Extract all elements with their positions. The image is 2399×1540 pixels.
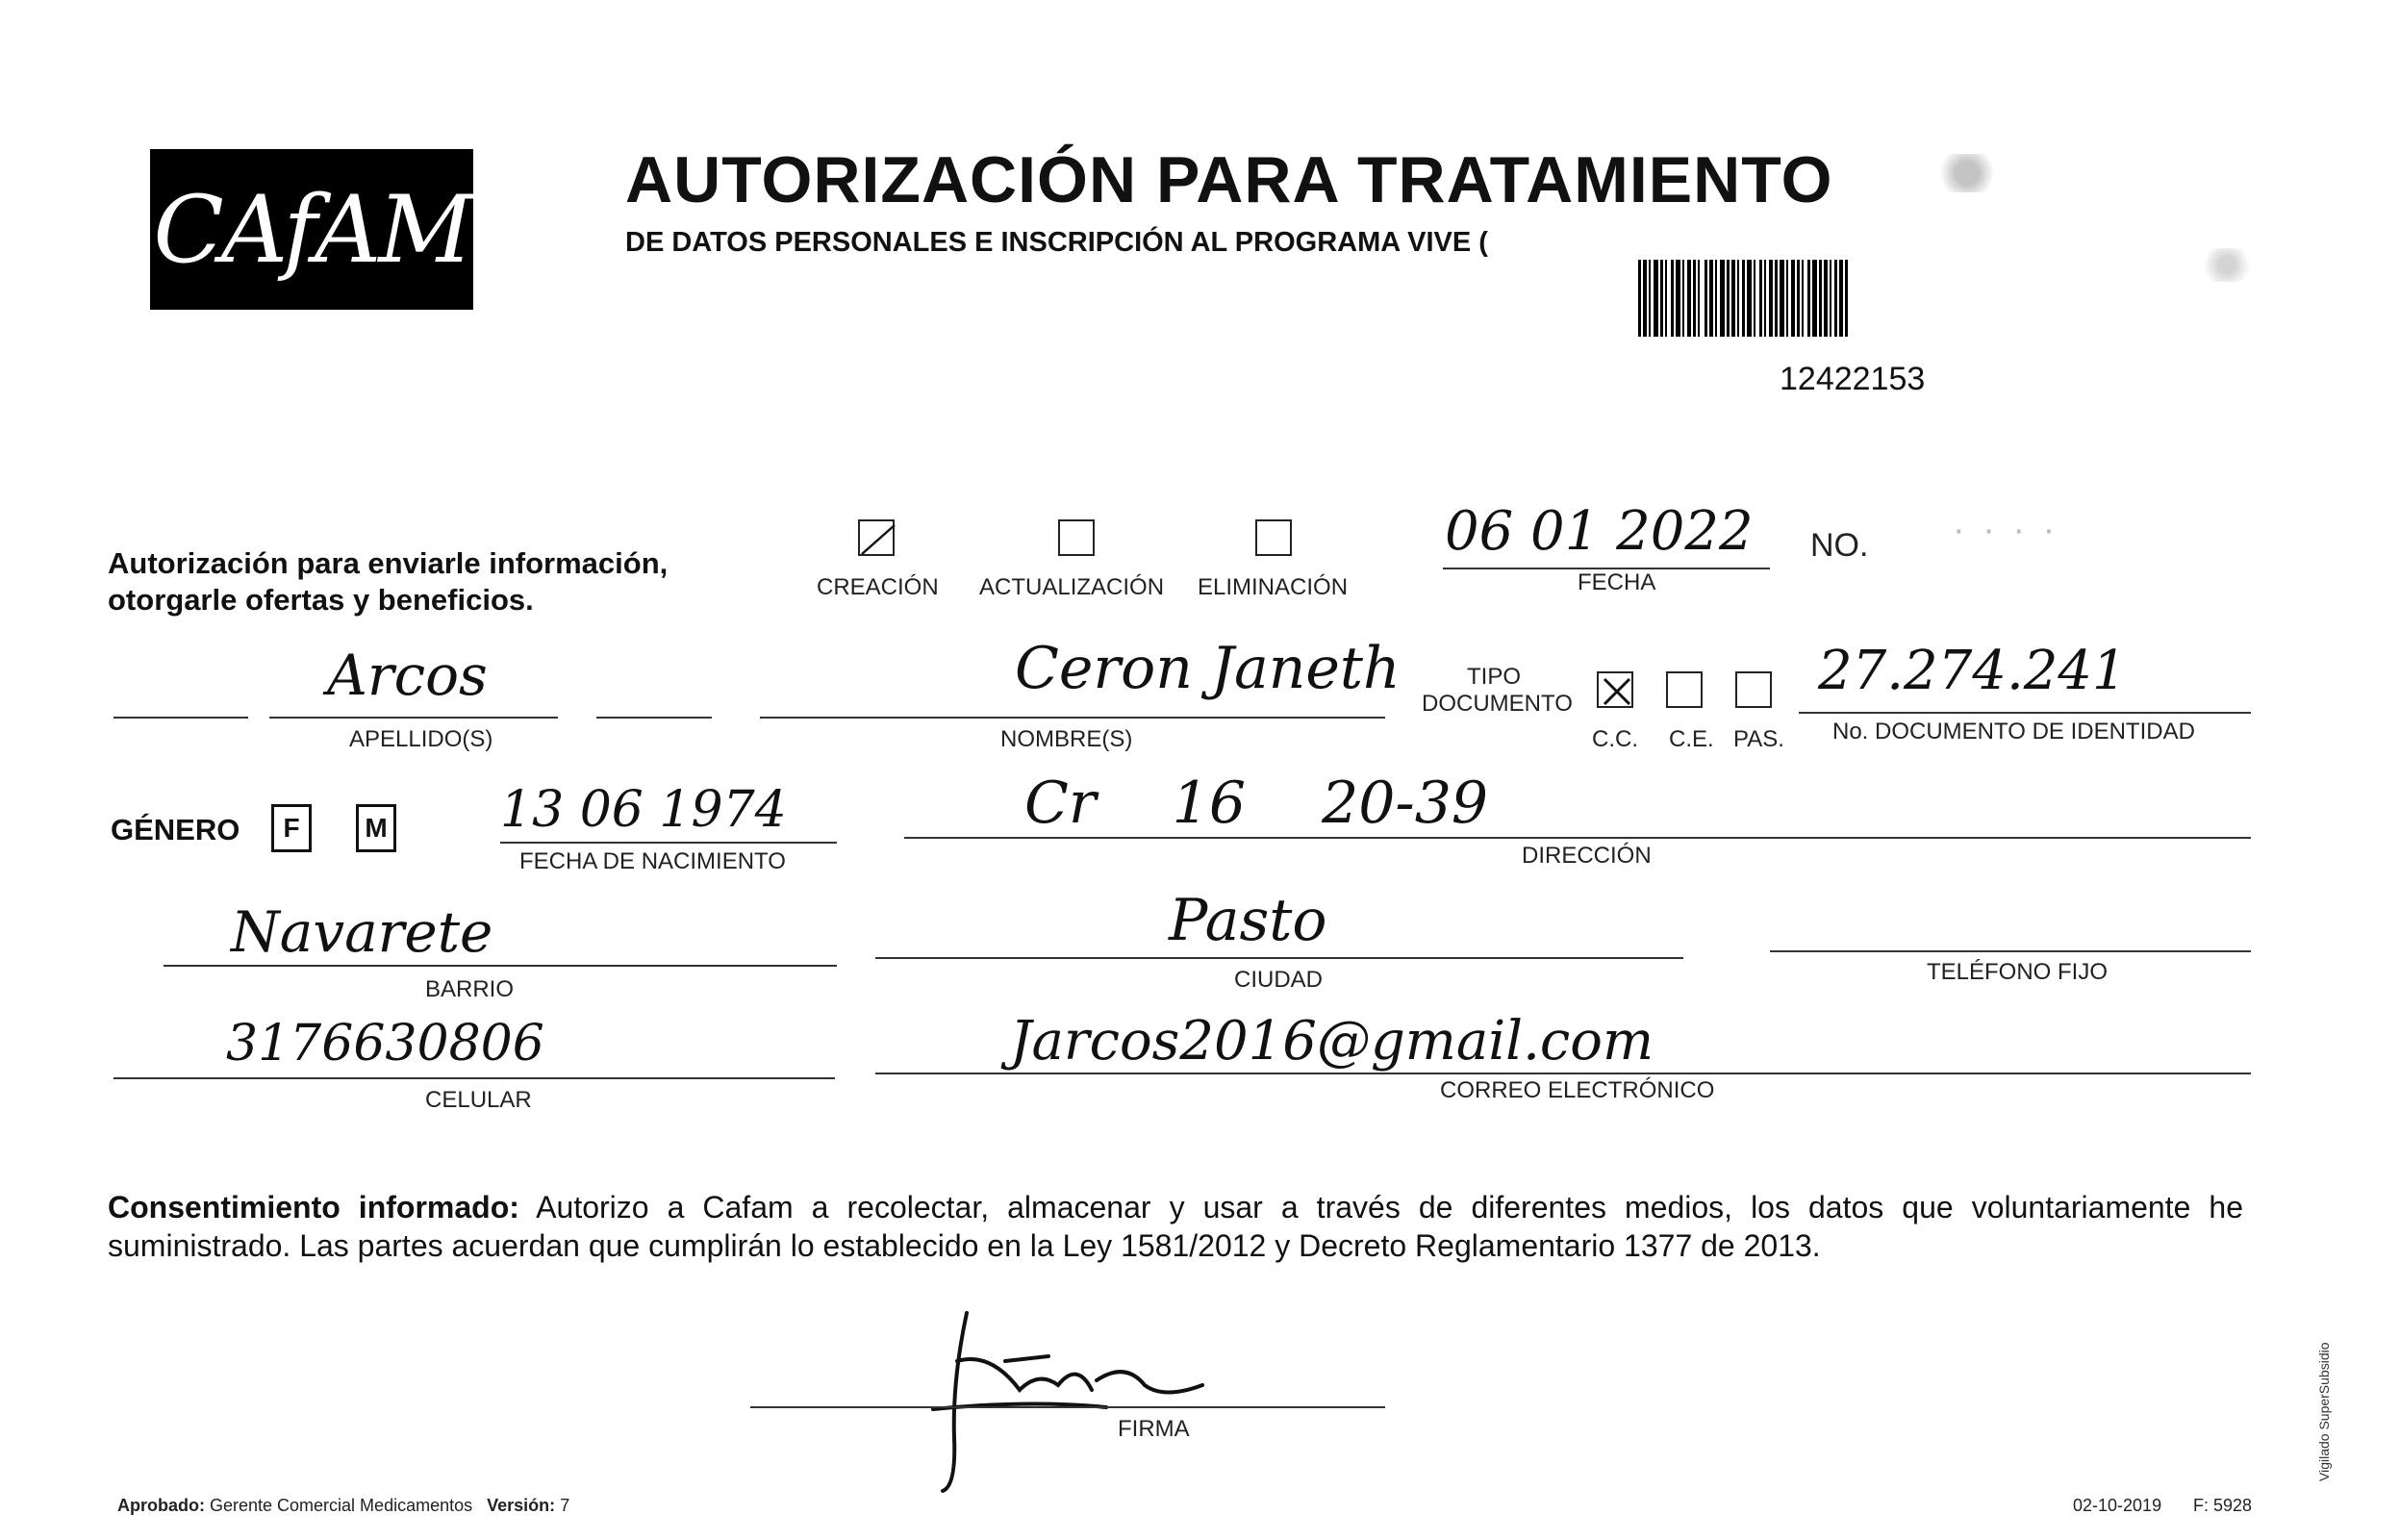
version-label: Versión:	[487, 1496, 556, 1515]
creation-checkbox[interactable]	[858, 519, 895, 556]
vertical-supervision-text: Vigilado SuperSubsidio	[2316, 1342, 2332, 1481]
surname-value[interactable]: Arcos	[327, 643, 488, 708]
delete-label: ELIMINACIÓN	[1198, 574, 1349, 600]
barcode-stripe	[1845, 260, 1848, 337]
form-title: AUTORIZACIÓN PARA TRATAMIENTO	[625, 143, 1833, 216]
creation-label: CREACIÓN	[817, 574, 939, 600]
city-value[interactable]: Pasto	[1169, 887, 1327, 954]
signature-line	[750, 1406, 1385, 1408]
names-label: NOMBRE(S)	[1000, 726, 1133, 752]
pas-label: PAS.	[1733, 726, 1784, 752]
serial-number-faint: · · · ·	[1953, 510, 2059, 550]
surname-line-a	[114, 717, 248, 719]
doc-type-label-1: TIPO	[1467, 664, 1522, 690]
authorization-heading	[108, 545, 668, 619]
signature-label: FIRMA	[1118, 1416, 1190, 1442]
date-label: FECHA	[1578, 569, 1656, 595]
surname-line-c	[596, 717, 712, 719]
birth-date-label: FECHA DE NACIMIENTO	[519, 848, 786, 874]
cafam-logo	[150, 149, 473, 310]
approved-value: Gerente Comercial Medicamentos	[210, 1496, 473, 1515]
names-line	[1000, 717, 1385, 719]
email-line	[875, 1073, 2251, 1074]
date-value[interactable]: 06 01 2022	[1445, 500, 1754, 563]
cc-label: C.C.	[1592, 726, 1638, 752]
address-label: DIRECCIÓN	[1522, 843, 1652, 869]
form-subtitle: DE DATOS PERSONALES E INSCRIPCIÓN AL PROGRAMA VIVE (	[625, 227, 1488, 258]
logo-text: CAfAM	[153, 175, 470, 284]
cell-value[interactable]: 3176630806	[226, 1015, 544, 1073]
doc-number-label: No. DOCUMENTO DE IDENTIDAD	[1832, 719, 2195, 745]
cc-checkbox[interactable]	[1597, 671, 1633, 708]
footer-approved	[117, 1496, 569, 1516]
barrio-label: BARRIO	[425, 976, 515, 1002]
barcode-number: 12422153	[1780, 361, 1926, 397]
gender-label: GÉNERO	[111, 813, 240, 846]
number-label: NO.	[1810, 527, 1869, 564]
address-value[interactable]: Cr 16 20-39	[1024, 770, 1489, 837]
surname-line-b	[269, 717, 558, 719]
city-label: CIUDAD	[1234, 967, 1324, 993]
phone-label: TELÉFONO FIJO	[1927, 959, 2109, 985]
barrio-value[interactable]: Navarete	[231, 899, 493, 965]
version-value: 7	[560, 1496, 570, 1515]
names-value[interactable]: Ceron Janeth	[1015, 635, 1401, 702]
address-line	[904, 837, 2251, 839]
barcode	[1638, 260, 2023, 337]
update-checkbox[interactable]	[1058, 519, 1095, 556]
gender-f-checkbox[interactable]: F	[271, 804, 312, 852]
footer-form-code: F: 5928	[2193, 1496, 2253, 1515]
email-value[interactable]: Jarcos2016@gmail.com	[1010, 1010, 1654, 1073]
delete-checkbox[interactable]	[1255, 519, 1292, 556]
ce-checkbox[interactable]	[1666, 671, 1703, 708]
surname-line-d	[760, 717, 1000, 719]
doc-number-line	[1799, 712, 2251, 714]
cell-label: CELULAR	[425, 1087, 532, 1113]
surname-label: APELLIDO(S)	[349, 726, 493, 752]
stamp-mark	[1933, 154, 2001, 192]
update-label: ACTUALIZACIÓN	[979, 574, 1165, 600]
handwritten-signature	[914, 1294, 1337, 1496]
birth-date-line	[500, 842, 837, 844]
check-mark-icon	[860, 521, 896, 558]
approved-label: Aprobado:	[117, 1496, 205, 1515]
x-mark-icon	[1599, 673, 1635, 710]
email-label: CORREO ELECTRÓNICO	[1440, 1077, 1715, 1103]
pas-checkbox[interactable]	[1735, 671, 1772, 708]
cell-line	[114, 1077, 835, 1079]
ce-label: C.E.	[1669, 726, 1714, 752]
phone-line[interactable]	[1770, 950, 2251, 952]
gender-m-checkbox[interactable]: M	[356, 804, 396, 852]
stamp-mark-small	[2198, 248, 2256, 282]
doc-number-value[interactable]: 27.274.241	[1818, 640, 2127, 702]
authorization-line-2: otorgarle ofertas y beneficios.	[108, 583, 534, 617]
consent-paragraph	[108, 1188, 2243, 1265]
consent-text: Autorizo a Cafam a recolectar, almacenar y usar a través de diferentes medios, los datos que voluntariamente he suministrado. Las partes acuerdan que cumplirán lo establecido en la Ley 1581/2012 y Decreto Reglamentario 1377 de 2013.	[108, 1190, 2244, 1263]
birth-date-value[interactable]: 13 06 1974	[500, 781, 787, 839]
footer-date-code: 02-10-2019	[2073, 1496, 2162, 1515]
authorization-line-1: Autorización para enviarle información,	[108, 546, 669, 580]
barrio-line	[164, 965, 837, 967]
doc-type-label-2: DOCUMENTO	[1422, 691, 1573, 717]
consent-heading: Consentimiento informado:	[108, 1190, 519, 1224]
city-line	[875, 957, 1683, 959]
